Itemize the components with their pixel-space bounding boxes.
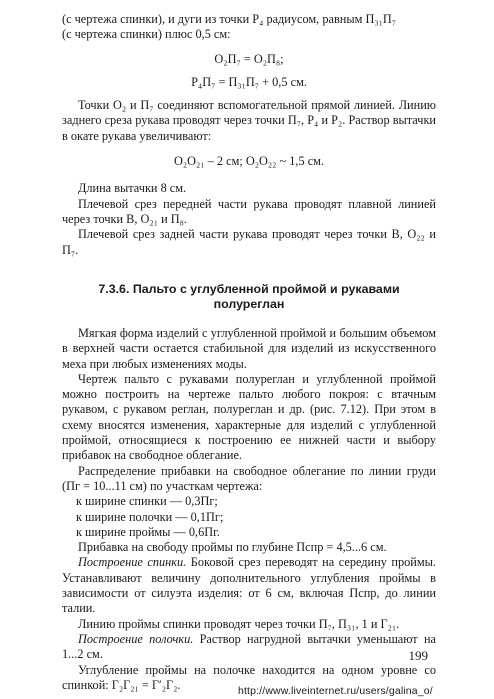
top-text-block: [62, 12, 436, 258]
watermark-url: http://www.liveinternet.ru/users/galina_o/: [238, 685, 433, 697]
paragraph: [62, 632, 436, 663]
text-line: (с чертежа спинки) плюс 0,5 см:: [62, 27, 231, 42]
text-line: (с чертежа спинки), и дуги из точки P₄ радиусом, равным П₃₁П₇: [62, 12, 397, 26]
paragraph: Углубление проймы на полочке находится на одном уровне со спинкой: Г₂Г₂₁ = Г′₂Г₂.: [62, 662, 436, 692]
paragraph-text: Раствор нагрудной вытачки уменьшают на 1...2 см.: [62, 631, 436, 662]
paragraph: [62, 555, 436, 616]
paragraph: Длина вытачки 8 см.: [78, 181, 187, 196]
paragraph: Распределение прибавки на свободное облегание по линии груди (Пг = 10...11 см) по участкам чертежа:: [62, 463, 436, 493]
paragraph: Линию проймы спинки проводят через точки П₇, П₃₁, 1 и Г₂₁.: [78, 616, 400, 631]
body-text-block: [62, 326, 436, 693]
page-number: 199: [408, 648, 428, 663]
subheading-label: Построение полочки.: [78, 631, 194, 646]
paragraph: Точки O₂ и П₇ соединяют вспомогательной прямой линией. Линию заднего среза рукава проводят через точки П₇, P₄ и P₂. Раствор вытачки в окате рукава увеличивают:: [62, 98, 436, 143]
list-item: к ширине спинки — 0,3Пг;: [76, 494, 218, 509]
paragraph: Чертеж пальто с рукавами полуреглан и углубленной проймой можно построить на чертеже пальто любого покроя: с втачным рукавом, с рукавом реглан, полуреглан и др. (рис. 7.12). При этом в схему вносятся изменения, характерные для изделий с углубленной проймой, относящиеся к построению ее нижней части и выбору прибавок на свободное облегание.: [62, 371, 436, 463]
section-heading: [62, 282, 436, 312]
allowance-list: [62, 494, 436, 540]
list-item: к ширине проймы — 0,6Пг.: [76, 524, 220, 539]
list-item: к ширине полочки — 0,1Пг;: [76, 509, 224, 524]
equation: O₂O₂₁ – 2 см; O₂O₂₂ ~ 1,5 см.: [173, 154, 325, 169]
paragraph-text: Боковой срез переводят на середину проймы. Устанавливают величину дополнительного углубления проймы в зависимости от силуэта изделия: от 6 см, включая Пспр, до линии талии.: [62, 555, 436, 616]
paragraph: Плечевой срез передней части рукава проводят плавной линией через точки B, O₂₁ и П₈.: [62, 196, 436, 226]
paragraph: Плечевой срез задней части рукава проводят через точки B, O₂₂ и П₇.: [62, 227, 436, 257]
equation: P₄П₇ = П₃₁П₇ + 0,5 см.: [191, 74, 307, 89]
equation: O₂П₇ = O₂П₈;: [214, 51, 284, 66]
paragraph: Мягкая форма изделий с углубленной проймой и большим объемом в верхней части остается стабильной для изделий из искусственного меха при любых изменениях моды.: [62, 326, 436, 371]
section-title-line: 7.3.6. Пальто с углубленной проймой и рукавами: [98, 282, 400, 296]
paragraph: Прибавка на свободу проймы по глубине Пспр = 4,5...6 см.: [78, 540, 387, 555]
section-title-line: полуреглан: [213, 297, 285, 311]
subheading-label: Построение спинки.: [78, 555, 187, 570]
